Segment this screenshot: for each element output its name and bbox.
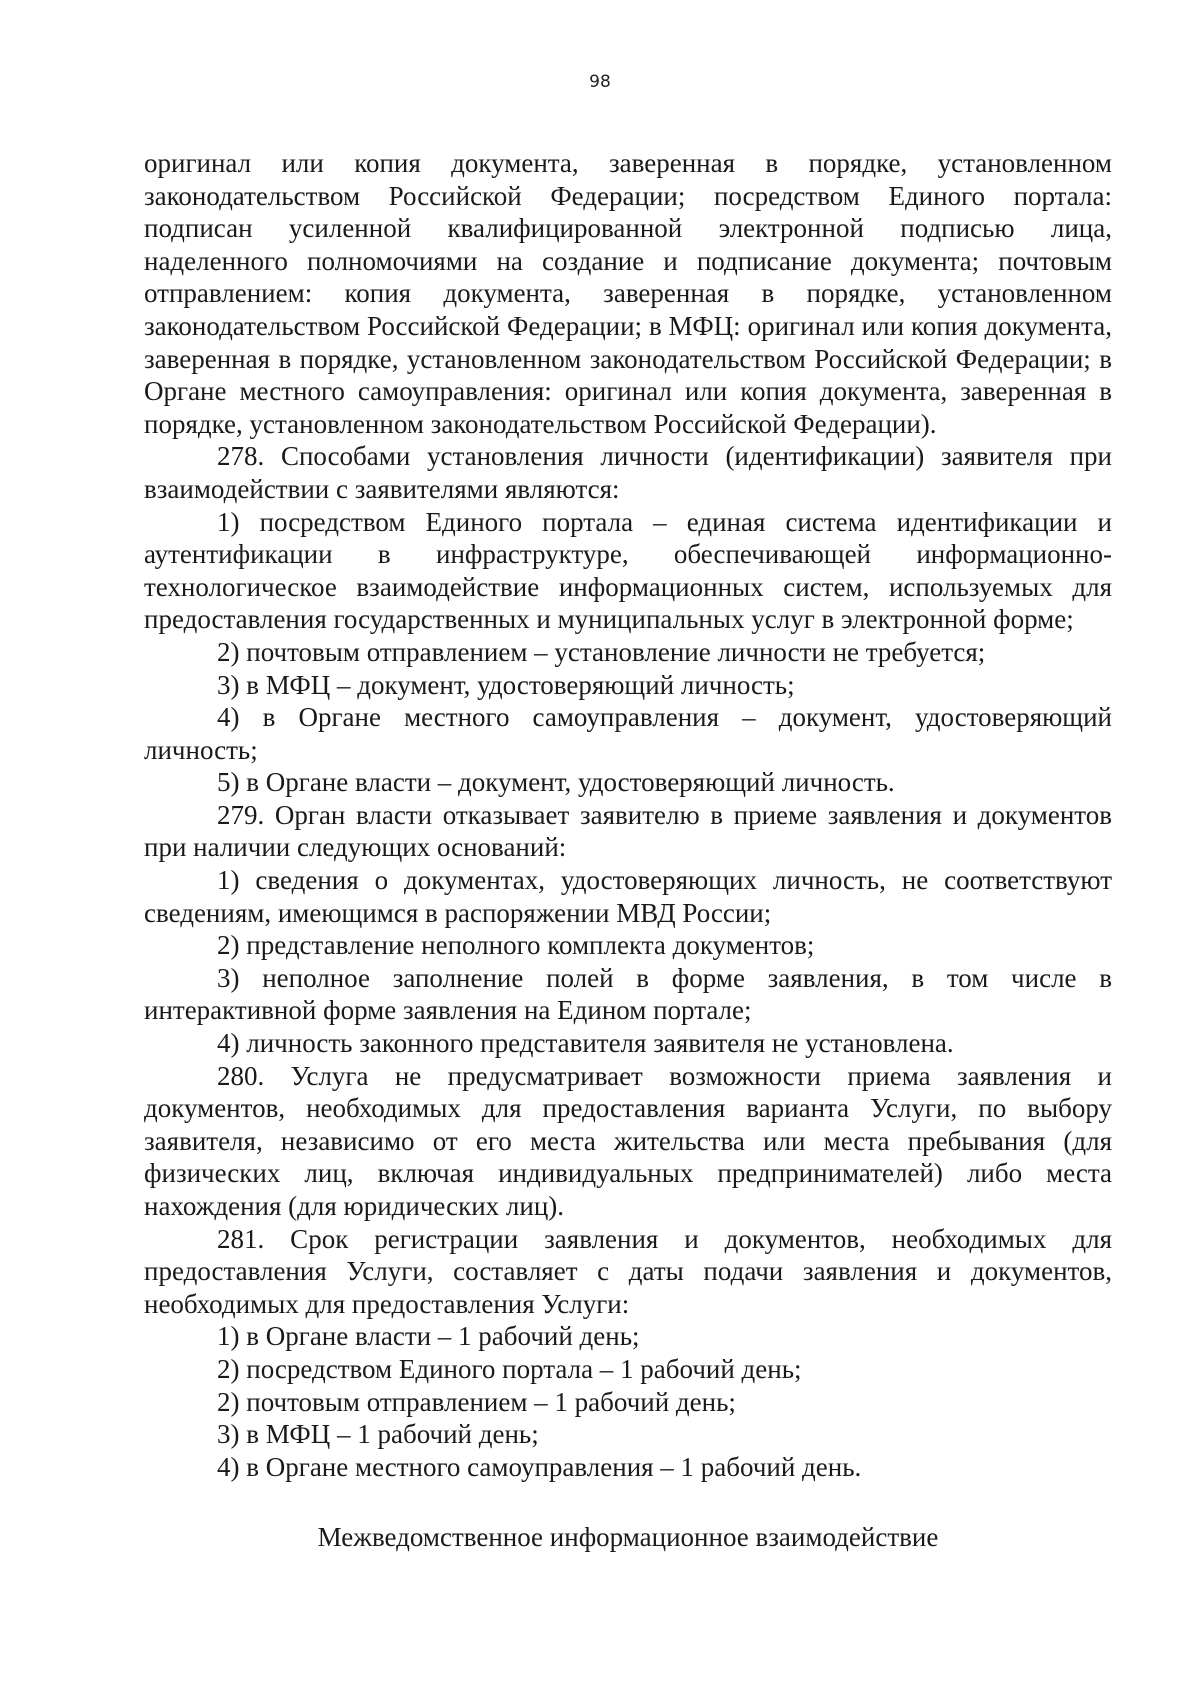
paragraph-281: 281. Срок регистрации заявления и документов, необходимых для предоставления Услуги, составляет с даты подачи заявления и документов, необходимых для предоставления Услуги: [144, 1223, 1112, 1319]
list-item-281-4: 3) в МФЦ – 1 рабочий день; [217, 1419, 539, 1450]
document-body [144, 147, 1112, 1554]
list-item-278-4: 4) в Органе местного самоуправления – документ, удостоверяющий личность; [144, 702, 1112, 765]
list-item-281-5: 4) в Органе местного самоуправления – 1 рабочий день. [217, 1451, 862, 1482]
list-item-279-2: 2) представление неполного комплекта документов; [217, 930, 815, 961]
list-item-279-3: 3) неполное заполнение полей в форме заявления, в том числе в интерактивной форме заявления на Едином портале; [144, 962, 1112, 1026]
list-item-281-1: 1) в Органе власти – 1 рабочий день; [217, 1321, 640, 1352]
section-heading: Межведомственное информационное взаимодействие [317, 1522, 939, 1553]
list-item-281-3: 2) почтовым отправлением – 1 рабочий день; [217, 1386, 736, 1417]
list-item-278-3: 3) в МФЦ – документ, удостоверяющий личность; [217, 669, 795, 700]
paragraph-278: 278. Способами установления личности (идентификации) заявителя при взаимодействии с заявителями являются: [144, 441, 1112, 504]
paragraph-279: 279. Орган власти отказывает заявителю в приеме заявления и документов при наличии следующих оснований: [144, 799, 1112, 863]
list-item-278-5: 5) в Органе власти – документ, удостоверяющий личность. [217, 767, 895, 798]
paragraph-280: 280. Услуга не предусматривает возможности приема заявления и документов, необходимых для предоставления варианта Услуги, по выбору заявителя, независимо от его места жительства или места пребывания (для физических лиц, включая индивидуальных предпринимателей) либо места нахождения (для юридических лиц). [144, 1060, 1112, 1221]
page-number: 98 [589, 72, 611, 92]
list-item-278-2: 2) почтовым отправлением – установление личности не требуется; [217, 636, 986, 667]
list-item-279-4: 4) личность законного представителя заявителя не установлена. [217, 1028, 954, 1059]
list-item-279-1: 1) сведения о документах, удостоверяющих личность, не соответствуют сведениям, имеющимся в распоряжении МВД России; [144, 865, 1112, 928]
list-item-281-2: 2) посредством Единого портала – 1 рабочий день; [217, 1353, 802, 1384]
paragraph-continuation: оригинал или копия документа, заверенная в порядке, установленном законодательством Российской Федерации; посредством Единого портала: подписан усиленной квалифицированной электронной подписью лица, наделенного полномочиями на создание и подписание документа; почтовым отправлением: копия документа, заверенная в порядке, установленном законодательством Российской Федерации; в МФЦ: оригинал или копия документа, заверенная в порядке, установленном законодательством Российской Федерации; в Органе местного самоуправления: оригинал или копия документа, заверенная в порядке, установленном законодательством Российской Федерации). [144, 148, 1112, 439]
list-item-278-1: 1) посредством Единого портала – единая система идентификации и аутентификации в инфраструктуре, обеспечивающей информационно-технологическое взаимодействие информационных систем, используемых для предоставления государственных и муниципальных услуг в электронной форме; [144, 506, 1112, 635]
